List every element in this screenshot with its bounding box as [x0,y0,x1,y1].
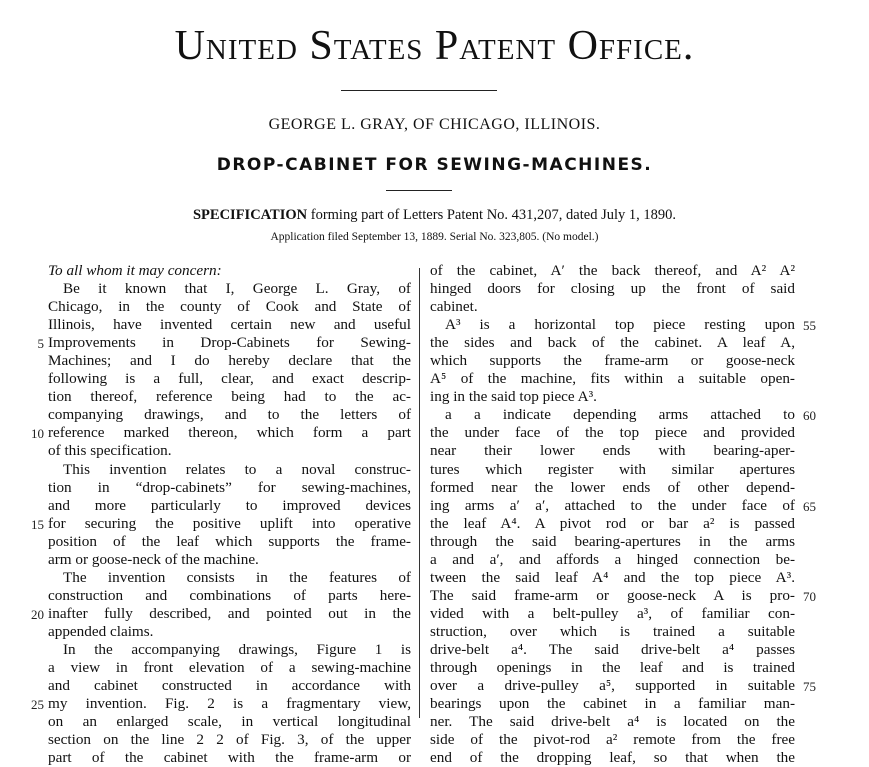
line-number: 65 [803,498,816,514]
text-line: for securing the positive uplift into operative [48,514,411,532]
text-line: inafter fully described, and pointed out in the [48,604,411,622]
text-line: Improvements in Drop-Cabinets for Sewing- [48,334,411,352]
text-line: on an enlarged scale, in vertical longitudinal [48,713,411,731]
line-number: 25 [31,697,44,713]
text-line: tures which register with similar apertures [430,460,795,478]
text-line: The invention consists in the features of [63,568,411,586]
text-line: ing in the said top piece A³. [430,388,597,406]
text-line: my invention. Fig. 2 is a fragmentary view, [48,695,411,713]
text-line: a view in front elevation of a sewing-machine [48,659,411,677]
specification-prefix: SPECIFICATION [192,207,308,223]
text-line: Chicago, in the county of Cook and State of [48,298,411,316]
specification-text: forming part of Letters Patent No. 431,207, dated July 1, 1890. [307,207,677,223]
text-line: drive-belt a⁴. The said drive-belt a⁴ passes [430,640,795,658]
text-line: the under face of the top piece and provided [430,424,795,442]
line-number: 15 [31,516,44,532]
text-line: To all whom it may concern: [48,262,222,279]
text-line: tween the said leaf A⁴ and the top piece A³. [430,568,795,586]
right-column [430,262,795,767]
line-number: 5 [37,336,44,352]
text-line: reference marked thereon, which form a part [48,424,411,442]
text-line: hinged doors for closing up the front of said [430,280,795,298]
text-line: section on the line 2 2 of Fig. 3, of the upper [48,731,411,749]
text-line: In the accompanying drawings, Figure 1 is [63,640,411,658]
text-line: of the cabinet, A′ the back thereof, and A² A² [430,262,795,279]
text-line: tion thereof, reference being had to the ac- [48,388,411,406]
inventor-line: GEORGE L. GRAY, OF CHICAGO, ILLINOIS. [268,116,601,133]
text-line: construction and combinations of parts here- [48,586,411,604]
invention-rule [386,190,452,191]
text-line: tion in “drop-cabinets” for sewing-machines, [48,478,411,496]
specification-line [0,207,869,224]
line-number: 60 [803,408,816,424]
line-number: 10 [31,426,44,442]
text-line: near their lower ends with bearing-aper- [430,442,795,460]
text-line: the leaf A⁴. A pivot rod or bar a² is passed [430,514,795,532]
text-line: end of the dropping leaf, so that when the [430,749,795,767]
text-line: cabinet. [430,298,478,316]
title-rule [341,90,497,91]
invention-title: DROP-CABINET FOR SEWING-MACHINES. [216,155,653,175]
text-line: the sides and back of the cabinet. A leaf A, [430,334,795,352]
text-line: and more particularly to improved devices [48,496,411,514]
line-number: 20 [31,606,44,622]
text-line: of this specification. [48,442,172,460]
text-line: vided with a belt-pulley a³, of familiar con- [430,604,795,622]
text-line: following is a full, clear, and exact descrip- [48,370,411,388]
text-line: through openings in the leaf and is trained [430,659,795,677]
text-line: Illinois, have invented certain new and useful [48,316,411,334]
text-line: and cabinet constructed in accordance with [48,677,411,695]
text-line: bearings upon the cabinet in a familiar man- [430,695,795,713]
text-line: through the said bearing-apertures in the arms [430,532,795,550]
text-line: ing arms a′ a′, attached to the under face of [430,496,795,514]
text-line: ner. The said drive-belt a⁴ is located on the [430,713,795,731]
text-line: companying drawings, and to the letters of [48,406,411,424]
text-line: struction, over which is trained a suitable [430,622,795,640]
application-line: Application filed September 13, 1889. Serial No. 323,805. (No model.) [270,231,599,243]
text-line: A⁵ of the machine, fits within a suitable open- [430,370,795,388]
column-divider [419,268,420,718]
office-title: United States Patent Office. [174,23,695,69]
line-number: 70 [803,588,816,604]
text-line: A³ is a horizontal top piece resting upon [445,316,795,334]
line-number: 55 [803,318,816,334]
text-line: side of the pivot-rod a² remote from the free [430,731,795,749]
text-line: This invention relates to a noval construc- [63,460,411,478]
text-line: Machines; and I do hereby declare that the [48,352,411,370]
text-line: a a indicate depending arms attached to [445,406,795,424]
text-line: position of the leaf which supports the frame- [48,532,411,550]
text-line: The said frame-arm or goose-neck A is pro- [430,586,795,604]
line-number: 75 [803,679,816,695]
text-line: part of the cabinet with the frame-arm or [48,749,411,767]
text-line: formed near the lower ends of other depend- [430,478,795,496]
text-line: over a drive-pulley a⁵, supported in suitable [430,677,795,695]
text-line: Be it known that I, George L. Gray, of [63,280,411,298]
text-line: arm or goose-neck of the machine. [48,550,259,568]
left-column [48,262,411,767]
text-line: appended claims. [48,622,154,640]
text-line: which supports the frame-arm or goose-neck [430,352,795,370]
text-line: a and a′, and affords a hinged connection be- [430,550,795,568]
